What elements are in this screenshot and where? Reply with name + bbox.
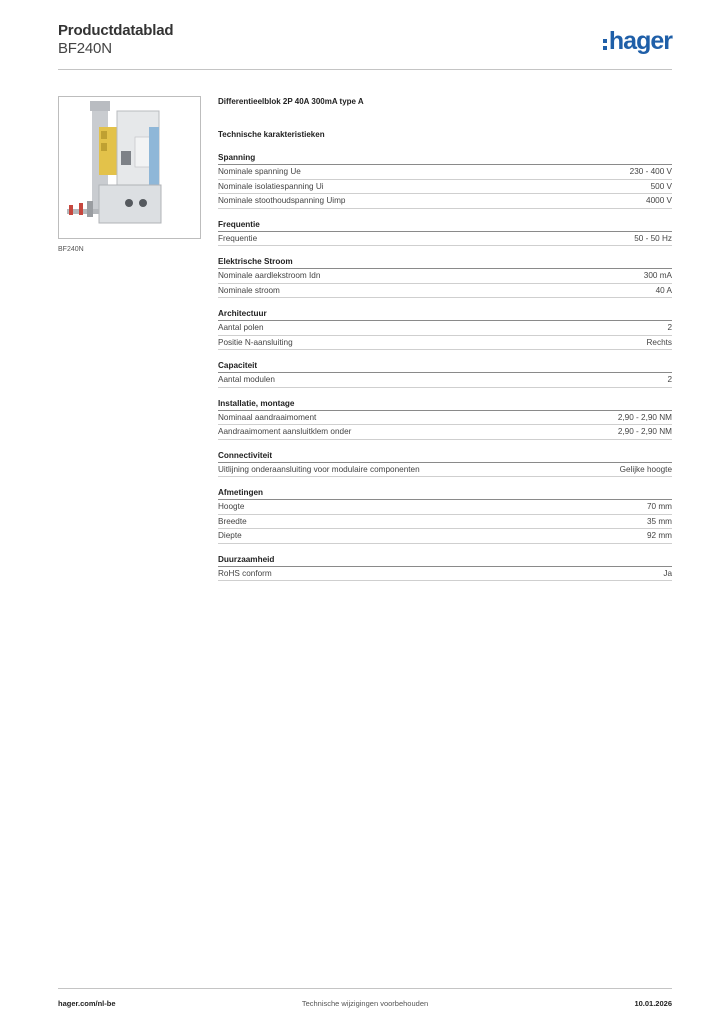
spec-label: Aandraaimoment aansluitklem onder [218,427,352,437]
section-title: Afmetingen [218,488,672,500]
logo-colon-icon [603,39,607,50]
hager-logo [603,26,672,56]
product-image [58,96,201,239]
spec-row [218,194,672,209]
spec-content [218,97,672,592]
spec-row [218,321,672,336]
section-title: Connectiviteit [218,451,672,463]
spec-value: 2 [667,323,672,333]
spec-value: 50 - 50 Hz [634,233,672,243]
spec-label: Aantal modulen [218,375,275,385]
spec-value: 40 A [655,285,672,295]
spec-value: Ja [663,568,672,578]
spec-label: Positie N-aansluiting [218,337,293,347]
spec-row [218,411,672,426]
spec-value: 2,90 - 2,90 NM [617,412,672,422]
spec-value: 500 V [650,181,672,191]
section-title: Architectuur [218,309,672,321]
spec-row [218,425,672,440]
spec-section [218,361,672,388]
spec-label: Nominale isolatiespanning Ui [218,181,324,191]
spec-label: Frequentie [218,233,258,243]
page-footer [58,988,672,1014]
spec-value: 70 mm [646,502,672,512]
spec-section [218,451,672,478]
footer-date: 10.01.2026 [634,999,672,1008]
spec-label: Diepte [218,531,242,541]
spec-label: Aantal polen [218,323,264,333]
product-description: Differentieelblok 2P 40A 300mA type A [218,97,364,106]
spec-sections [218,153,672,581]
section-title: Installatie, montage [218,399,672,411]
section-title: Duurzaamheid [218,555,672,567]
spec-section [218,488,672,544]
spec-label: Uitlijning onderaansluiting voor modulaire componenten [218,464,420,474]
spec-value: 4000 V [646,196,672,206]
spec-row [218,373,672,388]
spec-label: RoHS conform [218,568,272,578]
spec-value: 2 [667,375,672,385]
spec-value: 2,90 - 2,90 NM [617,427,672,437]
section-title: Elektrische Stroom [218,257,672,269]
page-title: Productdatablad [58,22,174,39]
spec-label: Breedte [218,516,247,526]
spec-label: Nominale aardlekstroom Idn [218,271,321,281]
spec-section [218,555,672,582]
section-title: Spanning [218,153,672,165]
spec-section [218,220,672,247]
spec-row [218,269,672,284]
spec-value: Rechts [646,337,672,347]
spec-row [218,336,672,351]
spec-row [218,463,672,478]
footer-website-link[interactable]: hager.com/nl-be [58,999,116,1008]
spec-row [218,232,672,247]
footer-disclaimer: Technische wijzigingen voorbehouden [301,999,429,1008]
section-title: Frequentie [218,220,672,232]
section-title: Capaciteit [218,361,672,373]
spec-value: 35 mm [646,516,672,526]
product-device-icon [59,97,201,239]
page-header [58,22,672,70]
spec-row [218,180,672,195]
spec-row [218,529,672,544]
spec-label: Nominale spanning Ue [218,167,301,177]
product-code: BF240N [58,40,112,57]
logo-text: hager [608,26,672,55]
spec-label: Nominale stroom [218,285,280,295]
spec-row [218,284,672,299]
spec-value: Gelijke hoogte [619,464,672,474]
spec-label: Hoogte [218,502,245,512]
spec-row [218,515,672,530]
tech-heading: Technische karakteristieken [218,130,325,139]
spec-value: 230 - 400 V [629,167,672,177]
spec-label: Nominale stoothoudspanning Uimp [218,196,346,206]
spec-row [218,165,672,180]
spec-section [218,399,672,440]
spec-section [218,309,672,350]
spec-value: 92 mm [646,531,672,541]
spec-row [218,567,672,582]
spec-section [218,153,672,209]
spec-label: Nominaal aandraaimoment [218,412,317,422]
image-caption: BF240N [58,246,84,253]
spec-value: 300 mA [643,271,672,281]
spec-row [218,500,672,515]
spec-section [218,257,672,298]
